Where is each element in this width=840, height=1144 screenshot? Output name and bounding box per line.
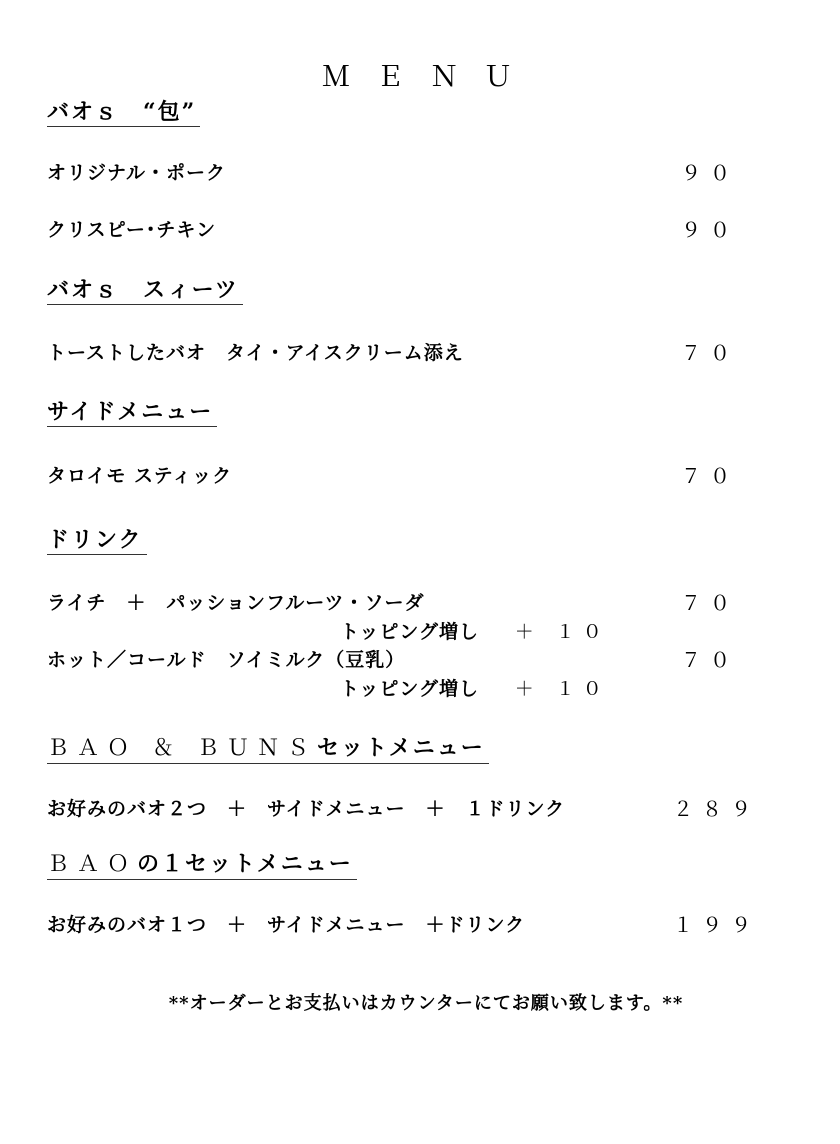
price-taro-stick: ７０	[681, 464, 739, 488]
heading-jp: セットメニュー	[317, 735, 485, 761]
price-soy-milk: ７０	[681, 648, 739, 672]
topping-line-lychee	[340, 619, 610, 645]
item-bao-set-2: お好みのバオ２つ ＋ サイドメニュー ＋ １ドリンク	[47, 798, 566, 820]
item-original-pork: オリジナル・ポーク	[47, 162, 227, 184]
topping-price: ＋ １０	[514, 678, 610, 700]
item-toasted-bao: トーストしたバオ タイ・アイスクリーム添え	[47, 342, 464, 364]
topping-line-soy-milk	[340, 676, 610, 702]
heading-jp: の１セットメニュー	[137, 851, 353, 877]
item-taro-stick: タロイモ スティック	[47, 465, 233, 487]
price-bao-set-2: ２８９	[673, 797, 760, 821]
section-heading-bao-buns-set	[47, 734, 489, 764]
section-heading-side-menu: サイドメニュー	[47, 398, 217, 427]
item-bao-set-1: お好みのバオ１つ ＋ サイドメニュー ＋ドリンク	[47, 914, 526, 936]
section-heading-bao: バオｓ “包”	[47, 98, 200, 127]
topping-label: トッピング増し	[340, 678, 480, 700]
heading-latin: ＢＡＯ	[47, 852, 138, 877]
footer-note: **オーダーとお支払いはカウンターにてお願い致します。**	[168, 993, 684, 1014]
heading-latin: ＢＡＯ ＆ ＢＵＮＳ	[47, 736, 317, 761]
item-soy-milk: ホット／コールド ソイミルク（豆乳）	[47, 649, 406, 671]
topping-label: トッピング増し	[340, 621, 480, 643]
price-crispy-chicken: ９０	[681, 218, 739, 242]
price-lychee-soda: ７０	[681, 591, 739, 615]
menu-title: ＭＥＮＵ	[322, 60, 539, 93]
price-toasted-bao: ７０	[681, 341, 739, 365]
topping-price: ＋ １０	[514, 621, 610, 643]
price-original-pork: ９０	[681, 161, 739, 185]
item-lychee-soda: ライチ ＋ パッションフルーツ・ソーダ	[47, 592, 425, 614]
section-heading-drinks: ドリンク	[47, 526, 147, 555]
item-crispy-chicken: クリスピー･チキン	[47, 219, 217, 241]
price-bao-set-1: １９９	[673, 913, 760, 937]
section-heading-bao-1-set	[47, 850, 357, 880]
section-heading-sweets: バオｓ スィーツ	[47, 276, 243, 305]
